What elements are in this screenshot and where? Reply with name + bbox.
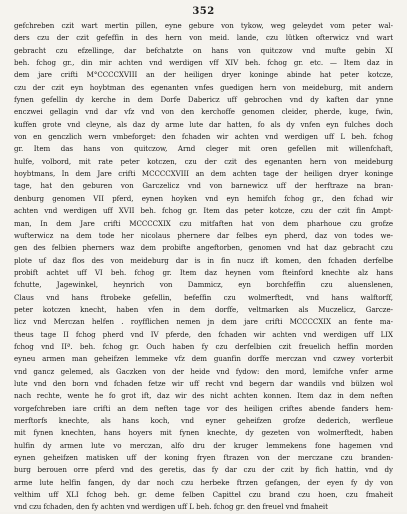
text-line: arme lute helfin fangen, dy dar noch czu herbeke ftrzen gefangen, der eyen fy dy von <box>14 477 393 487</box>
text-line: czu der czit eyn hoybtman des egenanten vnfes guedigen hern von meideburg, mit andern <box>14 82 393 92</box>
text-line: eynen geheifzen matisken uff der koning fryen ftrazen von der merczane czu branden- <box>14 453 393 463</box>
text-line: dem jare crifti M°CCCCXVIII an der heiligen dryer koninge abinde hat peter kotcze, <box>14 70 393 80</box>
text-line: velthim uff XLI fchog beh. gr. deme felben Capittel czu brand czu hoen, czu fmaheit <box>14 490 393 500</box>
text-line: beh. fchog gr., din mir achten vnd werdigen vff XIV beh. fchog gr. etc. — Item daz in <box>14 58 393 68</box>
text-line: tage, hat den geburen von Garczelicz vnd von barnewicz uff der herftraze na bran- <box>14 181 393 191</box>
text-line: theus tage II fchog pherd vnd IV pferde, den fchaden wir achten vnd werdigen uff LIX <box>14 329 393 339</box>
body-text <box>14 20 393 514</box>
text-line: peter kotczen knecht, haben vfen in dem dorffe, veltmarken als Muczelicz, Garcze- <box>14 304 393 314</box>
text-line: man, In dem Jare crifti MCCCCXIX czu mitfaften hat von dem pharhoue czu grofze <box>14 218 393 228</box>
text-line: Claus vnd hans ftrobeke gefellin, befeffin czu wolmerftedt, vnd hans walftorff, <box>14 292 393 302</box>
text-line: wufterwicz na dem tode her nicolaus phernere dar felbes eyn pherd, daz von todes we- <box>14 230 393 240</box>
text-line: mit fynen knechten, hans hoyers mit fynen knechte, dy gezeten von wolmerftedt, haben <box>14 428 393 438</box>
text-line: gen des felbien pherners waz dem probifte angeftorben, genomen vnd hat daz gebracht czu <box>14 243 393 253</box>
text-line: probift achtet uff VI beh. fchog gr. Item daz heynen vom fteinford knechte alz hans <box>14 267 393 277</box>
text-line: hoybtmans, In dem Jare crifti MCCCCXVIII an dem achten tage der heiligen dryer koninge <box>14 169 393 179</box>
text-line: hulfe, volbord, mit rate peter kotczen, czu der czit des egenanten hern von meideburg <box>14 156 393 166</box>
text-line: fchog vnd IIª. beh. fchog gr. Ouch haben fy czu derfelbien czit freuelich heffin morden <box>14 341 393 351</box>
text-line: ders czu der czit gefeffin in des hern von meid. lande, czu lütken ofterwicz vnd wart <box>14 33 393 43</box>
text-line: fchutte, Jagewinkel, heynrich von Dammicz, eyn borchfeffin czu aluenslenen, <box>14 280 393 290</box>
text-line: vnd gancz gelemed, als Gaczken von der heide vnd fydow: den mord, lemifche vnfer arme <box>14 366 393 376</box>
text-line: kuffen grote vnd cleyne, als daz dy arme lute dar hatten, fo als dy vnfen eyn fulches doch <box>14 119 393 129</box>
text-line: burg berouen orre pferd vnd des geretis, das fy dar czu der czit by fich hattin, vnd dy <box>14 465 393 475</box>
text-line: eyneu armen man geheifzen lemmeke vfz dem guanfin dorffe merczan vnd czwey vorterbit <box>14 354 393 364</box>
text-line: hulfin dy armen lute vo merczan, alfo dru der kruger lemmekens fone hagemen vnd <box>14 440 393 450</box>
text-line: lute vnd den born vnd fchaden fetze wir uff recht vnd begern dar wandils vnd bülzen wol <box>14 378 393 388</box>
text-line: nach rechte, wente he fo grot ift, daz wir des nicht achten konnen. Item daz in dem neften <box>14 391 393 401</box>
text-line: gefchreben czit wart mertin pillen, eyne gebure von tykow, weg geleydet vom peter wal- <box>14 21 393 30</box>
text-line: vnd czu fchaden, den fy achten vnd werdigen uff L beh. fchog gr. den freuel vnd fmaheit <box>14 502 328 512</box>
text-line: denburg genomen VII pferd, eynen hoyken vnd eyn hemifch fchog gr., den fchad wir <box>14 193 393 203</box>
text-line: licz vnd Merczan helfen . royfflichen nemen jn dem jare crifti MCCCCXIX an fente ma- <box>14 317 393 327</box>
text-line: achten vnd werdigen uff XVII beh. fchog gr. Item das peter kotcze, czu der czit fin Ampt- <box>14 206 393 216</box>
text-line: von en genczlich wern vmbeforget: den fchaden wir achten vnd werdigen uff L beh. fchog <box>14 132 393 142</box>
page-number: 352 <box>192 6 215 17</box>
text-line: plote uf daz flos des von meideburg dar is in fin nucz ift komen, den fchaden derfelbe <box>14 255 393 265</box>
text-line: vorgefchreben iare crifti an dem neften tage vor des heiligen criftes abende fanders hem- <box>14 403 393 413</box>
text-line: merftorfs knechte, als hans koch, vnd eyner geheifzen grofze dederich, werfleue <box>14 416 393 425</box>
text-line: fynen gefellin dy kerche in dem Dorfe Dabericz uff gebrochen vnd dy kaften dar ynne <box>14 95 393 105</box>
text-line: gr. Item das hans von quitczow, Arnd cleger mit oren gefellen mit willenfchaft, <box>14 144 393 154</box>
text-line: gebracht czu efzellinge, dar befchatzte on hans von quitczow vnd mufte gebin XI <box>14 45 393 55</box>
text-line: enczwei gellagin vnd dar vfz vnd von den kerchoffe genomen cleider, pherde, kuge, fwin, <box>14 107 393 117</box>
